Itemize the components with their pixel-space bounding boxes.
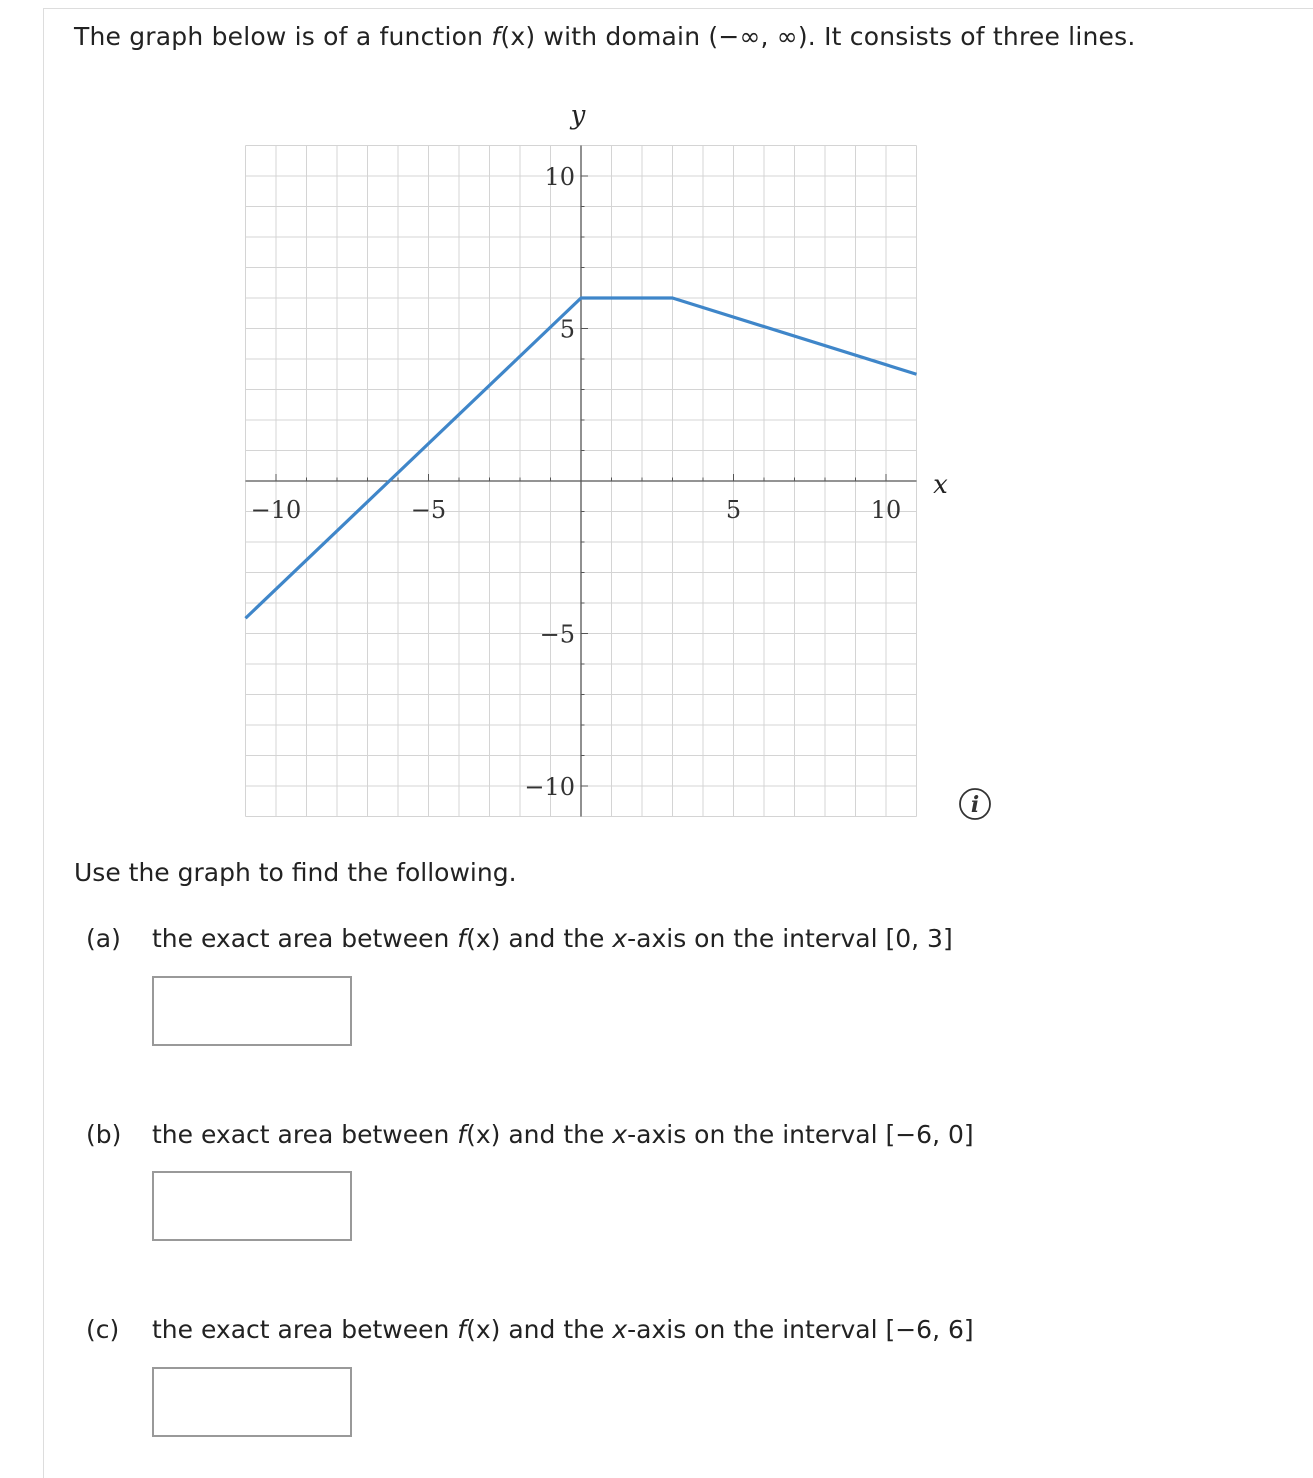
instructions: Use the graph to find the following. (74, 858, 517, 887)
y-tick-label: 10 (544, 163, 575, 191)
info-icon[interactable] (958, 787, 992, 821)
answer-input-b[interactable] (152, 1171, 352, 1241)
answer-input-c[interactable] (152, 1367, 352, 1437)
x-tick-label: −5 (410, 496, 447, 524)
question-c: (c) the exact area between f(x) and the x-axis on the interval [−6, 6] (86, 1315, 974, 1344)
y-tick-label: −5 (539, 620, 575, 649)
x-tick-label: 10 (870, 496, 902, 524)
top-divider (44, 8, 1313, 9)
x-axis-label: x (933, 470, 948, 500)
question-label: (c) (86, 1315, 120, 1344)
problem-statement: The graph below is of a function f(x) with domain (−∞, ∞). It consists of three lines. (74, 22, 1136, 51)
y-tick-label: 5 (559, 315, 575, 344)
question-label: (a) (86, 924, 121, 953)
answer-input-a[interactable] (152, 976, 352, 1046)
question-a: (a) the exact area between f(x) and the x-axis on the interval [0, 3] (86, 924, 953, 953)
svg-text:i: i (970, 792, 980, 818)
axes (246, 146, 917, 817)
function-graph (220, 100, 960, 830)
x-tick-label: −10 (250, 496, 302, 524)
x-tick-label: 5 (725, 496, 742, 524)
y-tick-label: −10 (524, 773, 575, 801)
left-divider (43, 8, 44, 1478)
y-axis-label: y (570, 100, 586, 131)
question-label: (b) (86, 1120, 122, 1149)
question-b: (b) the exact area between f(x) and the x-axis on the interval [−6, 0] (86, 1120, 974, 1149)
